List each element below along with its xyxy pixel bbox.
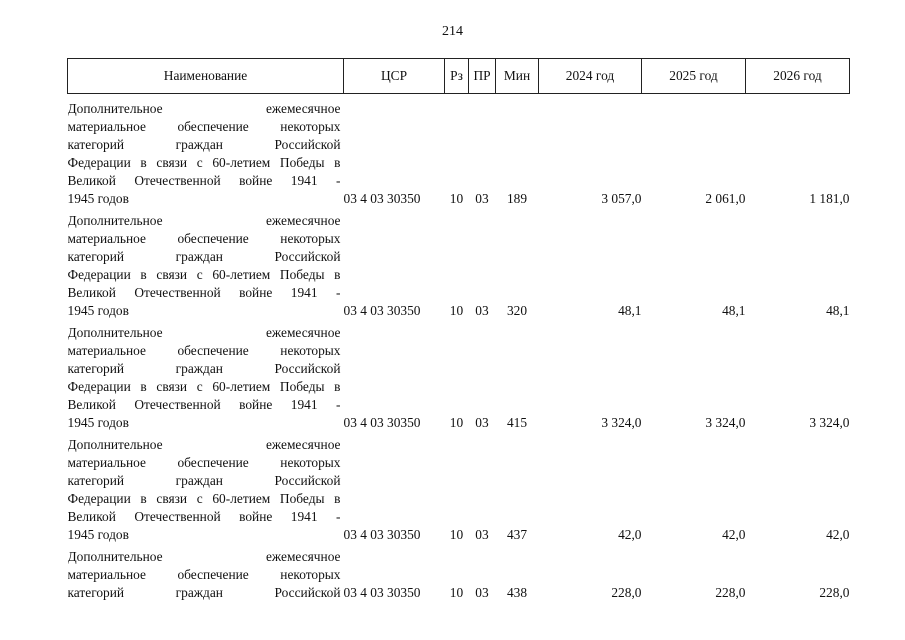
row-min: 320: [506, 303, 528, 318]
row-name-line: материальное обеспечение некоторых: [67, 119, 341, 134]
row-name-line: Великой Отечественной войне 1941 -: [67, 173, 341, 188]
row-csr: 03 4 03 30350: [343, 191, 421, 206]
page-number: 214: [442, 24, 463, 39]
header-row: [68, 59, 850, 94]
row-name: [68, 320, 344, 432]
row-name-line: Великой Отечественной войне 1941 -: [67, 397, 341, 412]
row-name-line: Дополнительное ежемесячное: [67, 213, 341, 228]
header-2025: 2025 год: [642, 59, 746, 94]
row-min: 438: [506, 585, 528, 600]
row-rz: 10: [449, 585, 464, 600]
row-csr: 03 4 03 30350: [343, 415, 421, 430]
row-pr: 03: [475, 527, 489, 542]
row-name-line: Дополнительное ежемесячное: [67, 437, 341, 452]
row-name-line: 1945 годов: [67, 415, 129, 430]
row-pr: 03: [475, 303, 489, 318]
row-amount-2026: 228,0: [819, 585, 850, 600]
row-min: 415: [506, 415, 528, 430]
row-amount-2026: 1 181,0: [809, 191, 850, 206]
row-amount-2025: 2 061,0: [705, 191, 746, 206]
row-name: [68, 208, 344, 320]
row-pr: 03: [475, 585, 489, 600]
row-amount-2024: 228,0: [611, 585, 642, 600]
header-pr: ПР: [469, 59, 496, 94]
row-name-line: Великой Отечественной войне 1941 -: [67, 285, 341, 300]
row-amount-2026: 48,1: [826, 303, 850, 318]
row-rz: 10: [449, 527, 464, 542]
table-row: [68, 94, 850, 209]
header-2026: 2026 год: [746, 59, 850, 94]
row-name-line: материальное обеспечение некоторых: [67, 567, 341, 582]
row-amount-2024: 3 057,0: [601, 191, 642, 206]
row-name-line: Федерации в связи с 60-летием Победы в: [67, 379, 341, 394]
row-amount-2024: 48,1: [618, 303, 642, 318]
row-amount-2025: 3 324,0: [705, 415, 746, 430]
table-row: [68, 544, 850, 602]
row-amount-2025: 42,0: [722, 527, 746, 542]
table-row: [68, 320, 850, 432]
table-row: [68, 432, 850, 544]
row-name-line: Дополнительное ежемесячное: [67, 549, 341, 564]
row-csr: 03 4 03 30350: [343, 585, 421, 600]
row-name-line: категорий граждан Российской: [67, 361, 341, 376]
row-rz: 10: [449, 415, 464, 430]
table-header: [68, 59, 850, 94]
table-row: [68, 208, 850, 320]
header-2024: 2024 год: [539, 59, 642, 94]
row-amount-2025: 48,1: [722, 303, 746, 318]
row-amount-2026: 3 324,0: [809, 415, 850, 430]
row-name-line: материальное обеспечение некоторых: [67, 343, 341, 358]
row-name-line: 1945 годов: [67, 191, 129, 206]
header-min: Мин: [496, 59, 539, 94]
row-name-line: Федерации в связи с 60-летием Победы в: [67, 491, 341, 506]
row-name-line: материальное обеспечение некоторых: [67, 455, 341, 470]
row-name-line: категорий граждан Российской: [67, 473, 341, 488]
row-rz: 10: [449, 191, 464, 206]
row-name-line: Федерации в связи с 60-летием Победы в: [67, 267, 341, 282]
row-name-line: Дополнительное ежемесячное: [67, 325, 341, 340]
row-amount-2026: 42,0: [826, 527, 850, 542]
row-name-line: Федерации в связи с 60-летием Победы в: [67, 155, 341, 170]
row-csr: 03 4 03 30350: [343, 527, 421, 542]
row-min: 189: [506, 191, 528, 206]
row-amount-2025: 228,0: [715, 585, 746, 600]
row-name-line: 1945 годов: [67, 303, 129, 318]
row-name-line: категорий граждан Российской: [67, 137, 341, 152]
row-name: [68, 94, 344, 209]
header-rz: Рз: [445, 59, 469, 94]
row-name-line: 1945 годов: [67, 527, 129, 542]
row-name-line: категорий граждан Российской: [67, 249, 341, 264]
row-amount-2024: 42,0: [618, 527, 642, 542]
row-name-line: материальное обеспечение некоторых: [67, 231, 341, 246]
row-csr: 03 4 03 30350: [343, 303, 421, 318]
header-name: Наименование: [68, 59, 344, 94]
row-name-line: категорий граждан Российской: [67, 585, 341, 600]
row-name-line: Дополнительное ежемесячное: [67, 101, 341, 116]
row-name-line: Великой Отечественной войне 1941 -: [67, 509, 341, 524]
row-min: 437: [506, 527, 528, 542]
row-pr: 03: [475, 415, 489, 430]
header-csr: ЦСР: [344, 59, 445, 94]
row-name: [68, 544, 344, 602]
row-pr: 03: [475, 191, 489, 206]
row-name: [68, 432, 344, 544]
row-rz: 10: [449, 303, 464, 318]
budget-table: [67, 58, 850, 602]
row-amount-2024: 3 324,0: [601, 415, 642, 430]
